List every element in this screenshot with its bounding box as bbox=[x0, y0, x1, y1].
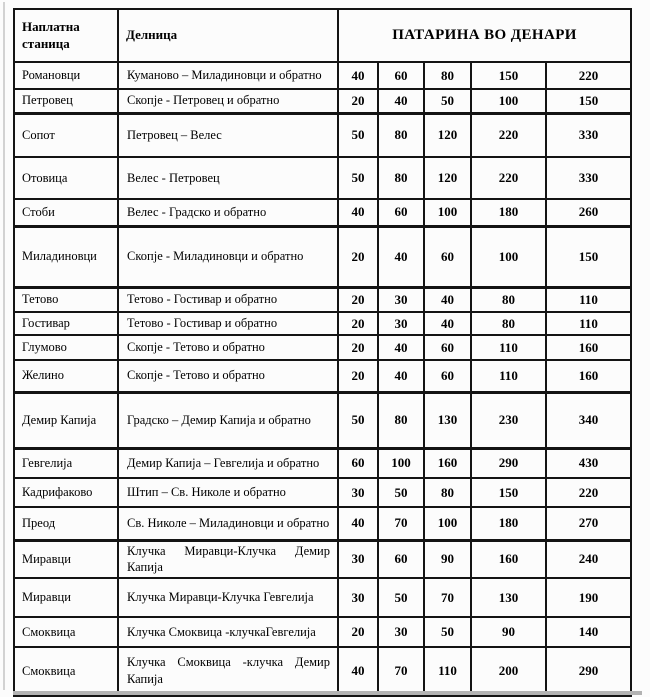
station-cell: Демир Капија bbox=[14, 392, 118, 448]
price-cell: 20 bbox=[338, 89, 378, 113]
price-cell: 100 bbox=[378, 448, 424, 478]
prices-column-header: ПАТАРИНА ВО ДЕНАРИ bbox=[338, 9, 631, 62]
table-row bbox=[14, 647, 631, 695]
price-cell: 270 bbox=[546, 507, 631, 540]
price-cell: 80 bbox=[378, 113, 424, 157]
station-cell: Стоби bbox=[14, 199, 118, 226]
price-cell: 40 bbox=[338, 199, 378, 226]
price-cell: 40 bbox=[378, 335, 424, 360]
table-row bbox=[14, 89, 631, 113]
route-cell: Градско – Демир Капија и обратно bbox=[118, 392, 338, 448]
price-cell: 60 bbox=[424, 335, 471, 360]
table-row bbox=[14, 226, 631, 287]
price-cell: 50 bbox=[338, 157, 378, 199]
table-row bbox=[14, 540, 631, 578]
price-cell: 20 bbox=[338, 312, 378, 335]
price-cell: 160 bbox=[546, 335, 631, 360]
price-cell: 120 bbox=[424, 113, 471, 157]
price-cell: 30 bbox=[338, 540, 378, 578]
price-cell: 80 bbox=[424, 62, 471, 89]
price-cell: 20 bbox=[338, 287, 378, 312]
price-cell: 50 bbox=[338, 392, 378, 448]
station-cell: Сопот bbox=[14, 113, 118, 157]
price-cell: 80 bbox=[378, 157, 424, 199]
route-cell: Тетово - Гостивар и обратно bbox=[118, 312, 338, 335]
table-row bbox=[14, 392, 631, 448]
price-cell: 230 bbox=[471, 392, 546, 448]
price-cell: 40 bbox=[338, 62, 378, 89]
table-row bbox=[14, 113, 631, 157]
price-cell: 290 bbox=[471, 448, 546, 478]
price-cell: 150 bbox=[546, 89, 631, 113]
price-cell: 180 bbox=[471, 199, 546, 226]
price-cell: 110 bbox=[546, 312, 631, 335]
route-cell: Штип – Св. Николе и обратно bbox=[118, 478, 338, 507]
price-cell: 80 bbox=[471, 312, 546, 335]
price-cell: 180 bbox=[471, 507, 546, 540]
price-cell: 40 bbox=[424, 312, 471, 335]
price-cell: 100 bbox=[424, 507, 471, 540]
price-cell: 110 bbox=[471, 360, 546, 392]
route-cell: Клучка Смоквица -клучкаГевгелија bbox=[118, 617, 338, 647]
price-cell: 100 bbox=[471, 226, 546, 287]
route-cell: Скопје - Тетово и обратно bbox=[118, 360, 338, 392]
route-cell: Клучка Миравци-Клучка Гевгелија bbox=[118, 578, 338, 617]
price-cell: 50 bbox=[424, 617, 471, 647]
table-row bbox=[14, 287, 631, 312]
price-cell: 240 bbox=[546, 540, 631, 578]
price-cell: 20 bbox=[338, 360, 378, 392]
route-cell: Демир Капија – Гевгелија и обратно bbox=[118, 448, 338, 478]
header-row bbox=[14, 9, 631, 62]
route-cell: Скопје - Миладиновци и обратно bbox=[118, 226, 338, 287]
price-cell: 150 bbox=[471, 478, 546, 507]
price-cell: 160 bbox=[471, 540, 546, 578]
price-cell: 20 bbox=[338, 226, 378, 287]
station-cell: Глумово bbox=[14, 335, 118, 360]
route-cell: Клучка Смоквица -клучка Демир Капија bbox=[118, 647, 338, 695]
price-cell: 70 bbox=[424, 578, 471, 617]
price-cell: 100 bbox=[471, 89, 546, 113]
price-cell: 40 bbox=[424, 287, 471, 312]
price-cell: 330 bbox=[546, 157, 631, 199]
price-cell: 110 bbox=[546, 287, 631, 312]
price-cell: 330 bbox=[546, 113, 631, 157]
table-row bbox=[14, 199, 631, 226]
station-column-header: Наплатна станица bbox=[14, 9, 118, 62]
station-cell: Кадрифаково bbox=[14, 478, 118, 507]
route-cell: Скопје - Тетово и обратно bbox=[118, 335, 338, 360]
price-cell: 30 bbox=[378, 312, 424, 335]
page-left-edge-line bbox=[3, 2, 5, 690]
price-cell: 40 bbox=[338, 647, 378, 695]
price-cell: 160 bbox=[546, 360, 631, 392]
route-cell: Клучка Миравци-Клучка Демир Капија bbox=[118, 540, 338, 578]
route-column-header: Делница bbox=[118, 9, 338, 62]
station-cell: Желино bbox=[14, 360, 118, 392]
price-cell: 50 bbox=[424, 89, 471, 113]
price-cell: 220 bbox=[546, 478, 631, 507]
price-cell: 70 bbox=[378, 507, 424, 540]
price-cell: 200 bbox=[471, 647, 546, 695]
price-cell: 430 bbox=[546, 448, 631, 478]
price-cell: 140 bbox=[546, 617, 631, 647]
table-row bbox=[14, 448, 631, 478]
price-cell: 100 bbox=[424, 199, 471, 226]
station-cell: Гостивар bbox=[14, 312, 118, 335]
station-cell: Миладиновци bbox=[14, 226, 118, 287]
table-row bbox=[14, 478, 631, 507]
price-cell: 80 bbox=[471, 287, 546, 312]
table-row bbox=[14, 62, 631, 89]
price-cell: 40 bbox=[378, 89, 424, 113]
price-cell: 220 bbox=[471, 113, 546, 157]
station-cell: Миравци bbox=[14, 540, 118, 578]
price-cell: 50 bbox=[338, 113, 378, 157]
table-row bbox=[14, 335, 631, 360]
price-cell: 220 bbox=[546, 62, 631, 89]
toll-price-table bbox=[13, 8, 632, 697]
route-cell: Св. Николе – Миладиновци и обратно bbox=[118, 507, 338, 540]
price-cell: 90 bbox=[471, 617, 546, 647]
price-cell: 340 bbox=[546, 392, 631, 448]
price-cell: 70 bbox=[378, 647, 424, 695]
price-cell: 130 bbox=[471, 578, 546, 617]
price-cell: 290 bbox=[546, 647, 631, 695]
station-cell: Гевгелија bbox=[14, 448, 118, 478]
price-cell: 50 bbox=[378, 478, 424, 507]
station-cell: Преод bbox=[14, 507, 118, 540]
price-cell: 30 bbox=[338, 578, 378, 617]
price-cell: 30 bbox=[338, 478, 378, 507]
price-cell: 20 bbox=[338, 617, 378, 647]
route-cell: Скопје - Петровец и обратно bbox=[118, 89, 338, 113]
station-cell: Смоквица bbox=[14, 647, 118, 695]
route-cell: Велес - Петровец bbox=[118, 157, 338, 199]
table-body bbox=[14, 62, 631, 695]
price-cell: 60 bbox=[338, 448, 378, 478]
price-cell: 150 bbox=[546, 226, 631, 287]
route-cell: Тетово - Гостивар и обратно bbox=[118, 287, 338, 312]
price-cell: 50 bbox=[378, 578, 424, 617]
price-cell: 30 bbox=[378, 617, 424, 647]
table-row bbox=[14, 507, 631, 540]
station-cell: Смоквица bbox=[14, 617, 118, 647]
price-cell: 60 bbox=[378, 62, 424, 89]
price-cell: 30 bbox=[378, 287, 424, 312]
table-row bbox=[14, 617, 631, 647]
price-cell: 90 bbox=[424, 540, 471, 578]
station-cell: Тетово bbox=[14, 287, 118, 312]
table-row bbox=[14, 312, 631, 335]
route-cell: Велес - Градско и обратно bbox=[118, 199, 338, 226]
station-cell: Романовци bbox=[14, 62, 118, 89]
table-row bbox=[14, 360, 631, 392]
price-cell: 80 bbox=[424, 478, 471, 507]
price-cell: 80 bbox=[378, 392, 424, 448]
price-cell: 120 bbox=[424, 157, 471, 199]
route-cell: Петровец – Велес bbox=[118, 113, 338, 157]
price-cell: 40 bbox=[378, 360, 424, 392]
route-cell: Куманово – Миладиновци и обратно bbox=[118, 62, 338, 89]
price-cell: 260 bbox=[546, 199, 631, 226]
price-cell: 60 bbox=[424, 226, 471, 287]
price-cell: 40 bbox=[338, 507, 378, 540]
price-cell: 130 bbox=[424, 392, 471, 448]
price-cell: 110 bbox=[424, 647, 471, 695]
price-cell: 40 bbox=[378, 226, 424, 287]
price-cell: 220 bbox=[471, 157, 546, 199]
price-cell: 60 bbox=[378, 199, 424, 226]
price-cell: 190 bbox=[546, 578, 631, 617]
table-row bbox=[14, 578, 631, 617]
price-cell: 20 bbox=[338, 335, 378, 360]
price-cell: 150 bbox=[471, 62, 546, 89]
price-cell: 160 bbox=[424, 448, 471, 478]
price-cell: 60 bbox=[424, 360, 471, 392]
page-bottom-strip bbox=[13, 691, 642, 695]
price-cell: 60 bbox=[378, 540, 424, 578]
station-cell: Петровец bbox=[14, 89, 118, 113]
table-row bbox=[14, 157, 631, 199]
station-cell: Миравци bbox=[14, 578, 118, 617]
station-cell: Отовица bbox=[14, 157, 118, 199]
price-cell: 110 bbox=[471, 335, 546, 360]
